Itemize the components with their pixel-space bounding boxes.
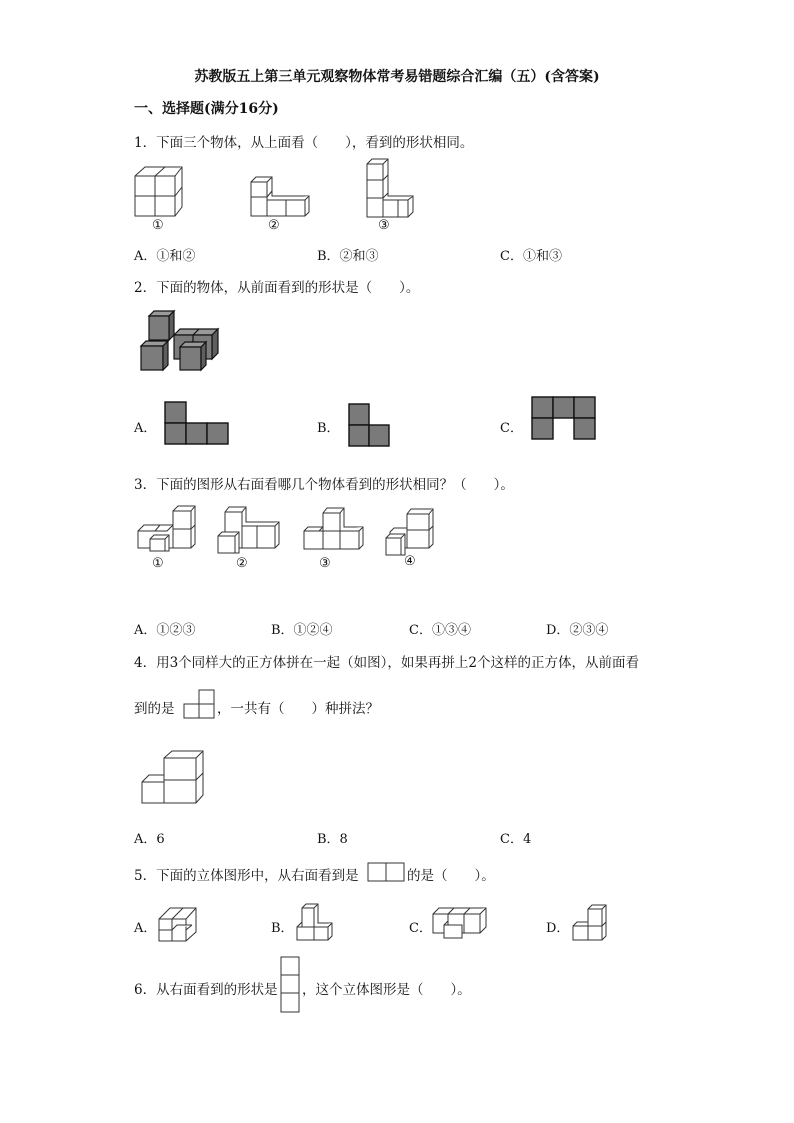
q3-option-a[interactable]: A．①②③	[134, 623, 196, 638]
q3-figure-2-label: ②	[236, 556, 248, 571]
q3-option-c[interactable]: C．①③④	[409, 623, 471, 638]
q4-option-a[interactable]: A．6	[134, 832, 165, 847]
q5-right-view-shape	[367, 862, 405, 882]
q5-option-a[interactable]: A．	[134, 921, 157, 936]
q3-figure-4-label: ④	[404, 554, 416, 569]
q4-option-c[interactable]: C．4	[500, 832, 532, 847]
q5-option-c[interactable]: C．	[409, 921, 432, 936]
q4-front-view-shape	[183, 689, 215, 719]
question-4-text-prefix: 到的是	[134, 701, 175, 717]
q5-option-a-figure[interactable]	[158, 906, 200, 942]
q1-figure-1	[134, 166, 184, 218]
question-5-text-prefix: 5．下面的立体图形中，从右面看到是	[134, 868, 359, 884]
q1-figure-3	[366, 158, 414, 218]
q5-option-d[interactable]: D．	[546, 921, 570, 936]
q2-option-b[interactable]: B．	[317, 421, 340, 436]
q1-option-b[interactable]: B．②和③	[317, 249, 379, 264]
q4-option-b[interactable]: B．8	[317, 832, 348, 847]
q6-right-view-shape	[280, 956, 300, 1014]
q2-option-a[interactable]: A．	[134, 421, 157, 436]
q1-figure-1-label: ①	[152, 218, 164, 233]
q2-option-c[interactable]: C．	[500, 421, 523, 436]
q2-option-b-shape[interactable]	[348, 403, 392, 447]
question-5-text-suffix: 的是（ ）。	[407, 868, 495, 884]
q4-solid-figure	[141, 750, 205, 806]
q5-option-c-figure[interactable]	[432, 907, 488, 939]
q5-option-b-figure[interactable]	[296, 903, 334, 943]
question-4-text-suffix: ，一共有（ ）种拼法？	[217, 701, 379, 717]
q3-option-b[interactable]: B．①②④	[271, 623, 333, 638]
question-4-text-line1: 4．用3个同样大的正方体拼在一起（如图），如果再拼上2个这样的正方体，从前面看	[134, 655, 640, 671]
question-2-text: 2．下面的物体，从前面看到的形状是（ ）。	[134, 280, 420, 296]
question-1-text: 1．下面三个物体，从上面看（ ），看到的形状相同。	[134, 135, 474, 151]
q2-option-c-shape[interactable]	[531, 396, 597, 442]
q1-option-c[interactable]: C．①和③	[500, 249, 562, 264]
section-heading-choice: 一、选择题(满分16分)	[134, 101, 279, 117]
q1-option-a[interactable]: A．①和②	[134, 249, 196, 264]
question-3-text: 3．下面的图形从右面看哪几个物体看到的形状相同？（ ）。	[134, 477, 514, 493]
q3-figure-3-label: ③	[319, 556, 331, 571]
q3-figure-2	[217, 506, 280, 554]
q2-option-a-shape[interactable]	[164, 401, 230, 447]
q5-option-b[interactable]: B．	[271, 921, 294, 936]
q1-figure-3-label: ③	[378, 218, 390, 233]
page-title: 苏教版五上第三单元观察物体常考易错题综合汇编（五）(含答案)	[194, 69, 600, 85]
q1-figure-2	[250, 176, 310, 218]
question-6-text-prefix: 6．从右面看到的形状是	[134, 982, 278, 998]
q5-option-d-figure[interactable]	[572, 904, 608, 942]
q1-figure-2-label: ②	[268, 218, 280, 233]
q2-solid-figure	[140, 311, 220, 373]
q3-option-d[interactable]: D．②③④	[546, 623, 609, 638]
q3-figure-4	[385, 508, 435, 556]
q3-figure-3	[303, 507, 365, 551]
question-6-text-suffix: ，这个立体图形是（ ）。	[302, 982, 471, 998]
q3-figure-1	[137, 505, 197, 553]
q3-figure-1-label: ①	[152, 556, 164, 571]
